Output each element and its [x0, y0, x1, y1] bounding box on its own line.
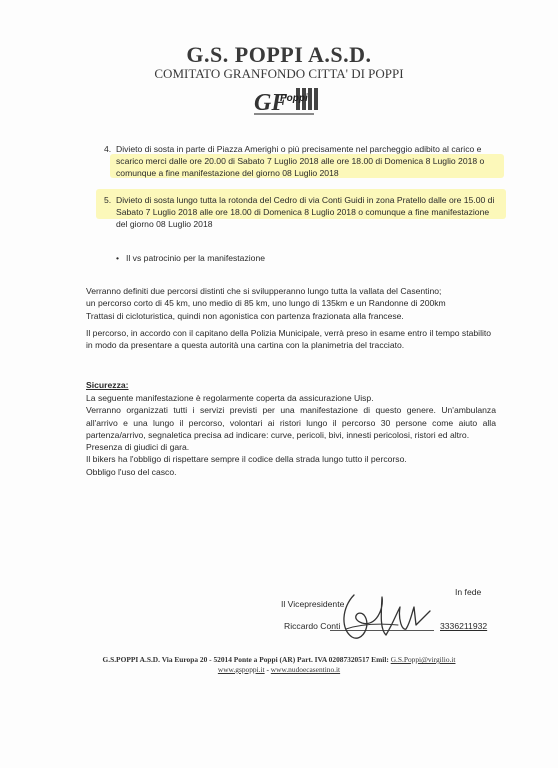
paragraph-line: un percorso corto di 45 km, uno medio di 85 km, uno lungo di 135km e un Randonne di 200km [86, 298, 446, 309]
footer-email-link[interactable]: G.S.Poppi@virgilio.it [390, 655, 456, 664]
paragraph-line: Il percorso, in accordo con il capitano della Polizia Municipale, verrà preso in esame entro il tempo stabilito [86, 328, 492, 338]
list-item-number: 4. [104, 144, 112, 154]
gf-poppi-logo [252, 84, 322, 120]
security-heading: Sicurezza: [86, 380, 129, 390]
security-line: partenza/arrivo, segnaletica precisa ad indicare: curve, pericoli, bivi, innesti pericolosi, ristori ed altro. [86, 429, 470, 440]
svg-text:GF: GF [254, 90, 288, 116]
security-line: Obbligo l'uso del casco. [86, 466, 177, 477]
security-line: Il bikers ha l'obbligo di rispettare sempre il codice della strada lungo tutto il percorso. [86, 454, 407, 465]
list-item-text: Divieto di sosta lungo tutta la rotonda del Cedro di via Conti Guidi in zona Pratello dalle ore 15.00 di Sabato 7 Luglio 2018 alle ore 18.00 di Domenica 8 Luglio 2018 o comunque a fine manifestazione del giorno 08 Luglio 2018 [116, 195, 495, 229]
security-line: La seguente manifestazione è regolarmente coperta da assicurazione Uisp. [86, 393, 374, 403]
footer-address [0, 655, 558, 664]
security-line: Verranno organizzati tutti i servizi previsti per una manifestazione di questo genere. Un'ambulanza [86, 405, 496, 416]
list-item-text: Divieto di sosta in parte di Piazza Amerighi o più precisamente nel parcheggio adibito al carico e scarico merci dalle ore 20.00 di Sabato 7 Luglio 2018 alle ore 18.00 di Domenica 8 Luglio 2018 o comunque a fine manifestazione del giorno 08 Luglio 2018 [116, 144, 485, 178]
security-section [86, 392, 496, 478]
security-line: Presenza di giudici di gara. [86, 442, 190, 453]
footer-websites [0, 665, 558, 674]
footer-address-text: G.S.POPPI A.S.D. Via Europa 20 - 52014 Ponte a Poppi (AR) Part. IVA 02087320517 Emil: [102, 655, 389, 664]
footer-website-link[interactable]: www.nudoecasentino.it [270, 665, 341, 674]
route-check-paragraph [86, 327, 492, 352]
paragraph-line: Verranno definiti due percorsi distinti che si svilupperanno lungo tutta la vallata del Casentino; [86, 286, 442, 296]
signer-phone: 3336211932 [440, 621, 488, 631]
signer-role: Il Vicepresidente [281, 599, 345, 609]
footer-website-link[interactable]: www.gspoppi.it [217, 665, 265, 674]
svg-text:Poppi: Poppi [280, 93, 308, 104]
footer-separator: - [264, 665, 271, 674]
paragraph-line: in modo da presentare a questa autorità una cartina con la planimetria del tracciato. [86, 340, 405, 351]
routes-paragraph [86, 285, 482, 322]
bullet-text: Il vs patrocinio per la manifestazione [126, 253, 266, 263]
security-line: all'arrivo e una lungo il percorso, volontari ai ristori lungo il percorso 30 persone come aiuto alla [86, 417, 496, 428]
handwritten-signature [332, 585, 432, 647]
organization-subtitle: COMITATO GRANFONDO CITTA' DI POPPI [154, 66, 404, 81]
bullet-icon: • [116, 253, 120, 263]
signer-name: Riccardo Conti [284, 621, 341, 631]
list-item-number: 5. [104, 195, 112, 205]
paragraph-line: Trattasi di cicloturistica, quindi non agonistica con partenza frazionata alla francese. [86, 310, 404, 321]
organization-title: G.S. POPPI A.S.D. [186, 42, 372, 67]
closing-text: In fede [455, 587, 482, 597]
